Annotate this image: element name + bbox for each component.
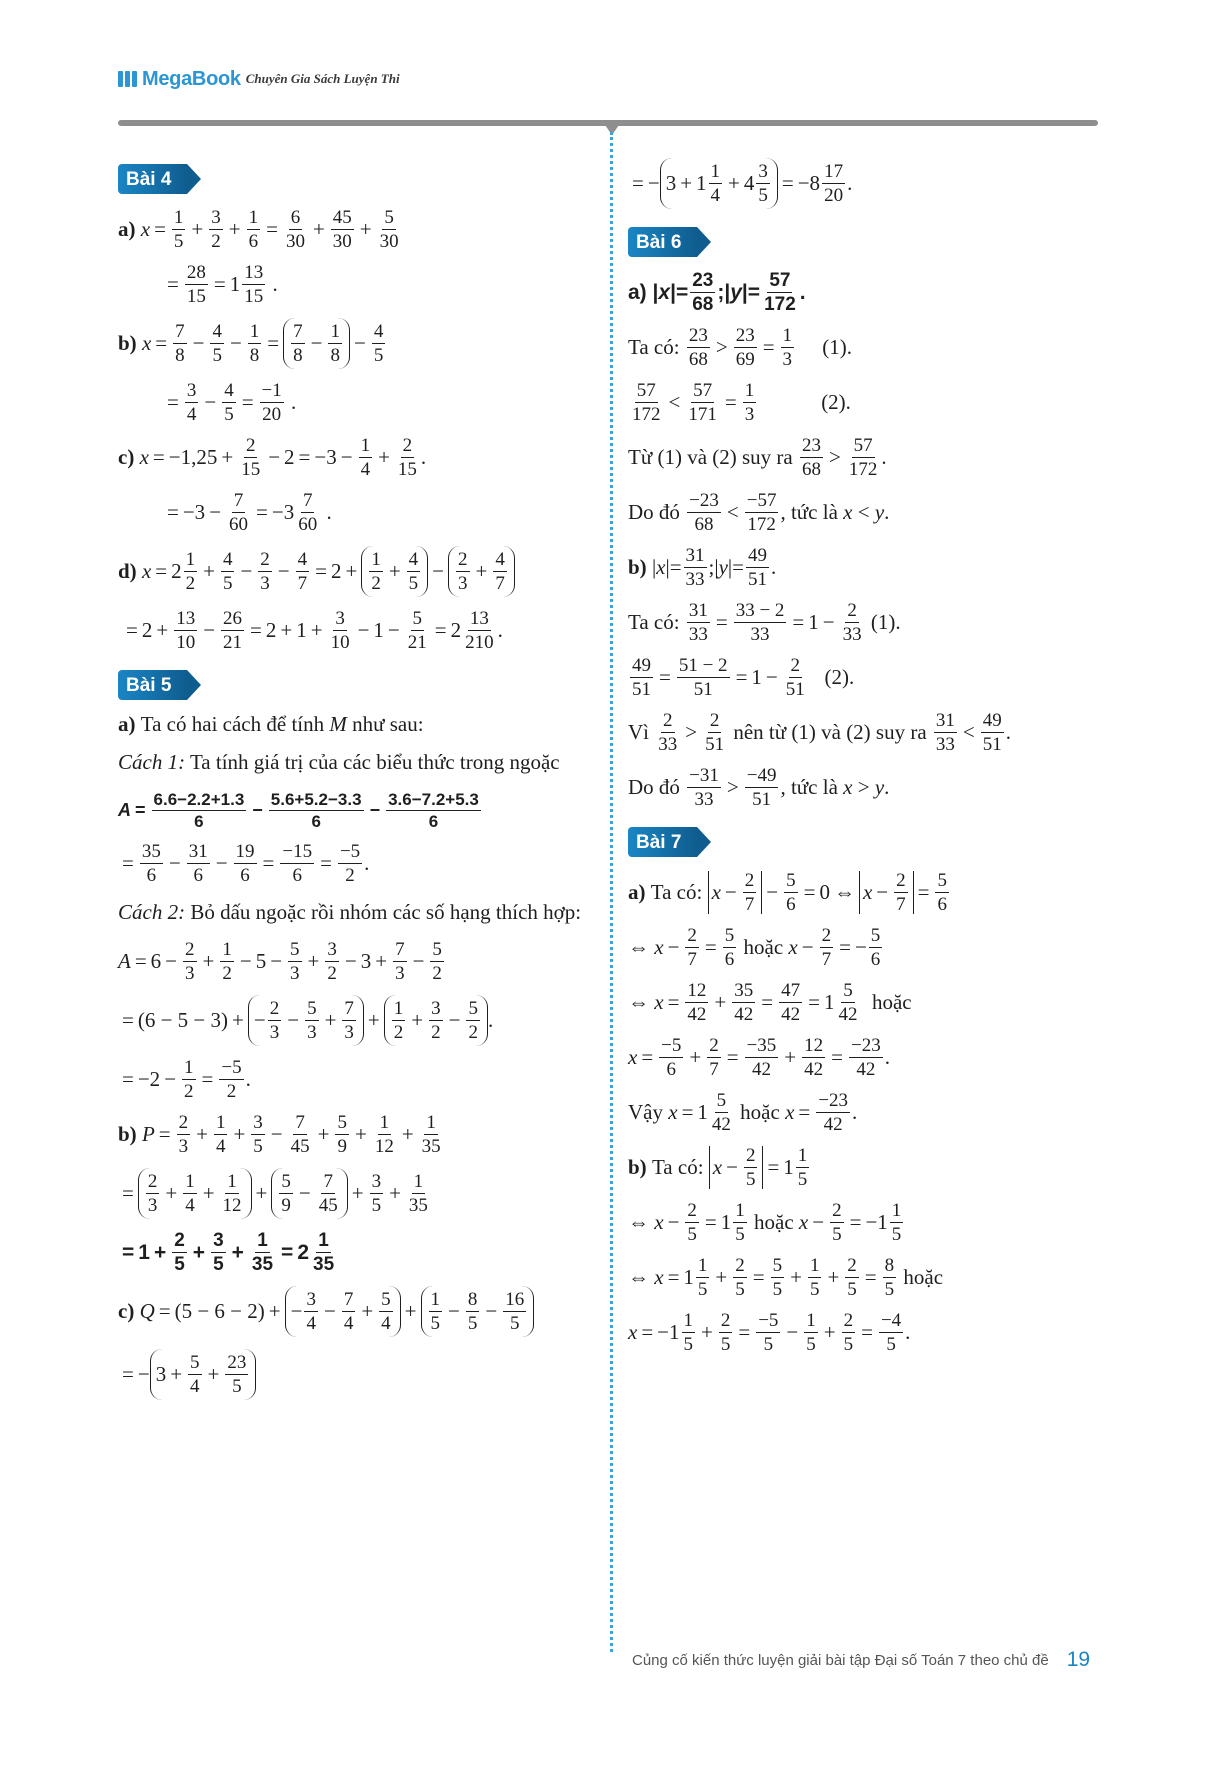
bai4-line-b: b) x = $\frac{7}{8}$ − $\frac{4}{5}$ − $\frac{1}{8}$ = $\frac{7}{8}$ − $\frac{1}{8}$ − $\frac{4}{5}$ <box>118 318 598 369</box>
bai7-line-b: b) Ta có: x − $\frac{2}{5}$ = 1 $\frac{1}{5}$ <box>628 1145 808 1190</box>
bai6-line-b1: Ta có: $\frac{31}{33}$ = $\frac{33 - 2}{33}$ = 1 − $\frac{2}{33}$ (1). <box>628 600 901 645</box>
page-number: 19 <box>1066 1648 1091 1671</box>
bai7-line-a2: ⇔ x = $\frac{12}{42}$ + $\frac{35}{42}$ = $\frac{47}{42}$ = 1 $\frac{5}{42}$ hoặc <box>628 980 912 1025</box>
bai5-line-A1: A = $\frac{6.6-2.2+1.3}{6}$ − $\frac{5.6+5.2-3.3}{6}$ − $\frac{3.6-7.2+5.3}{6}$ <box>118 789 479 831</box>
bai5-line-Q1: c) Q = (5 − 6 − 2) + − $\frac{3}{4}$ − $\frac{7}{4}$ + $\frac{5}{4}$ + $\frac{1}{5}$ − $\frac{8}{5}$ − $\frac{16}{5}$ <box>118 1286 598 1337</box>
bai7-line-b2: ⇔ x = 1 $\frac{1}{5}$ + $\frac{2}{5}$ = $\frac{5}{5}$ + $\frac{1}{5}$ + $\frac{2}{5}$ = $\frac{8}{5}$ hoặc <box>628 1255 944 1300</box>
bai5-cach2: Cách 2: Bỏ dấu ngoặc rồi nhóm các số hạng thích hợp: <box>118 899 582 924</box>
bai5-line-A2: = $\frac{35}{6}$ − $\frac{31}{6}$ − $\frac{19}{6}$ = $\frac{-15}{6}$ = $\frac{-5}{2}$ . <box>122 840 370 886</box>
section-tag-bai5: Bài 5 <box>118 670 187 700</box>
bai5-line-A4: = (6 − 5 − 3) + − $\frac{2}{3}$ − $\frac{5}{3}$ + $\frac{7}{3}$ + $\frac{1}{2}$ + $\frac{3}{2}$ − $\frac{5}{2}$ . <box>118 995 598 1046</box>
bai6-line-b3: Vì $\frac{2}{33}$ > $\frac{2}{51}$ nên từ (1) và (2) suy ra $\frac{31}{33}$ < $\frac{49}{51}$ . <box>628 710 1012 755</box>
left-column <box>118 158 598 1412</box>
bai4-line-a: a) x = $\frac{1}{5}$ + $\frac{3}{2}$ + $\frac{1}{6}$ = $\frac{6}{30}$ + $\frac{45}{30}$ + $\frac{5}{30}$ <box>118 207 399 252</box>
bai4-line-a2: = $\frac{28}{15}$ = 1 $\frac{13}{15}$ . <box>167 262 278 307</box>
bai7-line-b3: x = −1 $\frac{1}{5}$ + $\frac{2}{5}$ = $\frac{-5}{5}$ − $\frac{1}{5}$ + $\frac{2}{5}$ = $\frac{-4}{5}$ . <box>628 1310 911 1355</box>
brand-tagline: Chuyên Gia Sách Luyện Thi <box>245 71 400 86</box>
brand-name: MegaBook <box>142 67 241 90</box>
bai4-line-c2: = −3 − $\frac{7}{60}$ = −3 $\frac{7}{60}$ . <box>167 490 332 535</box>
right-column <box>628 158 1098 1366</box>
bai4-line-d2: = 2 + $\frac{13}{10}$ − $\frac{26}{21}$ = 2 + 1 + $\frac{3}{10}$ − 1 − $\frac{5}{21}$ = 2 $\frac{13}{210}$ . <box>126 608 503 653</box>
bai6-line-a3: Từ (1) và (2) suy ra $\frac{23}{68}$ > $\frac{57}{172}$ . <box>628 435 887 480</box>
bai5-line-Q2: = − 3 + $\frac{5}{4}$ + $\frac{23}{5}$ <box>118 1349 598 1400</box>
footer-title: Củng cố kiến thức luyện giải bài tập Đại số Toán 7 theo chủ đề <box>632 1651 1049 1669</box>
bai7-line-a4: Vậy x = 1 $\frac{5}{42}$ hoặc x = $\frac{-23}{42}$ . <box>628 1090 858 1135</box>
bai5-line-A3: A = 6 − $\frac{2}{3}$ + $\frac{1}{2}$ − 5 − $\frac{5}{3}$ + $\frac{3}{2}$ − 3 + $\frac{7}{3}$ − $\frac{5}{2}$ <box>118 939 442 984</box>
bai5-cach1: Cách 1: Ta tính giá trị của các biểu thức trong ngoặc <box>118 750 560 774</box>
bai7-line-a3: x = $\frac{-5}{6}$ + $\frac{2}{7}$ = $\frac{-35}{42}$ + $\frac{12}{42}$ = $\frac{-23}{42}$ . <box>628 1035 890 1080</box>
bai5-intro: a) Ta có hai cách để tính M như sau: <box>118 712 424 736</box>
bai4-line-b2: = $\frac{3}{4}$ − $\frac{4}{5}$ = $\frac{-1}{20}$ . <box>167 380 297 425</box>
bai6-line-b2: $\frac{49}{51}$ = $\frac{51 - 2}{51}$ = 1 − $\frac{2}{51}$ (2). <box>632 655 855 700</box>
bai6-line-a4: Do đó $\frac{-23}{68}$ < $\frac{-57}{172}$ , tức là x < y . <box>628 490 890 535</box>
bai6-line-b4: Do đó $\frac{-31}{33}$ > $\frac{-49}{51}$ , tức là x > y . <box>628 765 890 810</box>
page-header <box>118 66 400 92</box>
bai7-line-b1: ⇔ x − $\frac{2}{5}$ = 1 $\frac{1}{5}$ hoặc x − $\frac{2}{5}$ = −1 $\frac{1}{5}$ <box>628 1200 902 1245</box>
section-tag-bai4: Bài 4 <box>118 164 187 194</box>
bai5-line-P2: = $\frac{2}{3}$ + $\frac{1}{4}$ + $\frac{1}{12}$ + $\frac{5}{9}$ − $\frac{7}{45}$ + $\frac{3}{5}$ + $\frac{1}{35}$ <box>118 1168 598 1219</box>
bai5-line-P1: b) P = $\frac{2}{3}$ + $\frac{1}{4}$ + $\frac{3}{5}$ − $\frac{7}{45}$ + $\frac{5}{9}$ + $\frac{1}{12}$ + $\frac{1}{35}$ <box>118 1112 441 1157</box>
bai6-line-a2: $\frac{57}{172}$ < $\frac{57}{171}$ = $\frac{1}{3}$ (2). <box>632 380 851 425</box>
bai5-line-A5: = −2 − $\frac{1}{2}$ = $\frac{-5}{2}$ . <box>122 1057 251 1102</box>
section-tag-bai7: Bài 7 <box>628 827 697 857</box>
bai7-line-a1: ⇔ x − $\frac{2}{7}$ = $\frac{5}{6}$ hoặc x − $\frac{2}{7}$ = − $\frac{5}{6}$ <box>628 925 881 970</box>
bai5-line-Q3: = − 3 + 1 $\frac{1}{4}$ + 4 $\frac{3}{5}$ = −8 $\frac{17}{20}$ . <box>628 158 1098 209</box>
bai7-line-a: a) Ta có: x − $\frac{2}{7}$ − $\frac{5}{6}$ = 0 ⇔ x − $\frac{2}{7}$ = $\frac{5}{6}$ <box>628 870 947 915</box>
column-divider <box>610 132 613 1652</box>
bai6-line-b: b) | x |= $\frac{31}{33}$ ;| y |= $\frac{49}{51}$ . <box>628 545 777 590</box>
page-footer <box>632 1648 1090 1672</box>
megabook-logo-icon <box>118 71 139 87</box>
bai5-line-P3: = 1 + $\frac{2}{5}$ + $\frac{3}{5}$ + $\frac{1}{35}$ = 2 $\frac{1}{35}$ <box>122 1230 335 1275</box>
bai4-line-d: d) x = 2 $\frac{1}{2}$ + $\frac{4}{5}$ − $\frac{2}{3}$ − $\frac{4}{7}$ = 2 + $\frac{1}{2}$ + $\frac{4}{5}$ − $\frac{2}{3}$ + $\frac{4}{7}$ <box>118 546 598 597</box>
bai4-line-c: c) x = −1,25 + $\frac{2}{15}$ − 2 = −3 − $\frac{1}{4}$ + $\frac{2}{15}$ . <box>118 435 427 480</box>
bai6-line-a1: Ta có: $\frac{23}{68}$ > $\frac{23}{69}$ = $\frac{1}{3}$ (1). <box>628 325 853 370</box>
section-tag-bai6: Bài 6 <box>628 227 697 257</box>
bai6-line-a: a) | x |= $\frac{23}{68}$ ;| y |= $\frac{57}{172}$ . <box>628 270 806 315</box>
